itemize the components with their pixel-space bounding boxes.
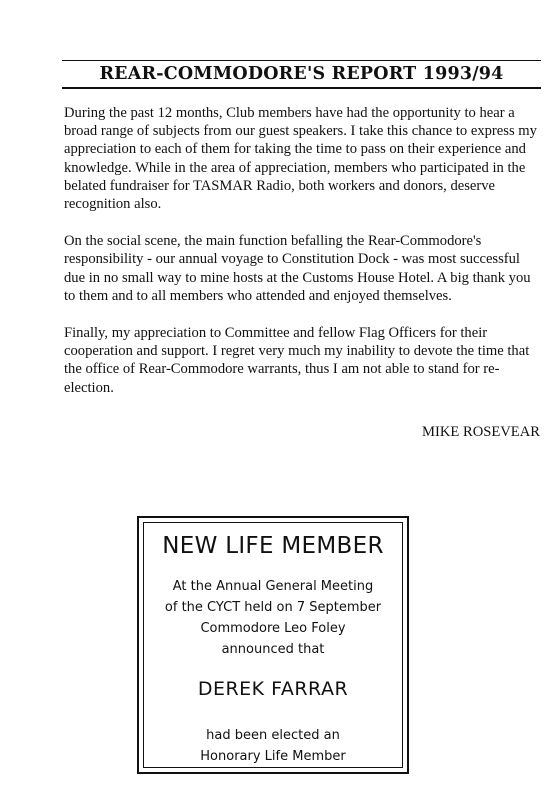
- notice-inner-frame: [143, 522, 403, 768]
- paragraph-3: Finally, my appreciation to Committee and fellow Flag Officers for their cooperation and support. I regret very much my inability to devote the time that the office of Rear-Commodore warrants, thus I am not able to stand for re-election.: [64, 325, 530, 396]
- notice-closing-2: Honorary Life Member: [200, 749, 346, 764]
- title-rule-bottom: [62, 87, 541, 89]
- notice-heading: NEW LIFE MEMBER: [162, 533, 384, 559]
- signature: MIKE ROSEVEAR: [422, 424, 540, 440]
- paragraph-1: During the past 12 months, Club members have had the opportunity to hear a broad range of subjects from our guest speakers. I take this chance to express my appreciation to each of them for taking the time to pass on their experience and knowledge. While in the area of appreciation, members who participated in the belated fundraiser for TASMAR Radio, both workers and donors, deserve recognition also.: [64, 105, 537, 213]
- notice-line-1: At the Annual General Meeting: [172, 579, 374, 594]
- report-body: [64, 104, 544, 416]
- life-member-notice: [137, 516, 409, 774]
- notice-line-2: of the CYCT held on 7 September: [164, 600, 382, 615]
- member-name: DEREK FARRAR: [197, 678, 349, 700]
- paragraph-2: On the social scene, the main function befalling the Rear-Commodore's responsibility - our annual voyage to Constitution Dock - was most successful due in no small way to mine hosts at the Customs House Hotel. A big thank you to them and to all members who attended and enjoyed themselves.: [64, 233, 531, 304]
- page-title: REAR-COMMODORE'S REPORT 1993/94: [99, 64, 504, 84]
- title-rule-top: [62, 60, 541, 61]
- notice-line-3: Commodore Leo Foley: [200, 621, 346, 636]
- notice-line-4: announced that: [221, 642, 325, 657]
- notice-closing-1: had been elected an: [206, 728, 340, 743]
